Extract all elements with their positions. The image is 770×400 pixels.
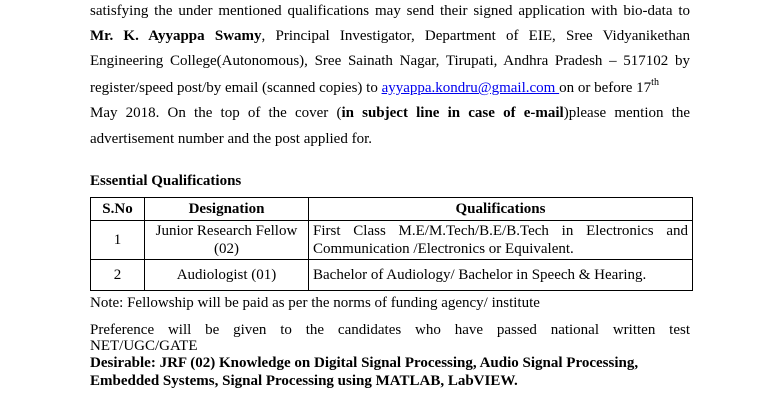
preference-line-2: NET/UGC/GATE <box>90 338 198 354</box>
superscript-th: th <box>651 77 659 88</box>
paragraph-line-2 <box>90 27 690 45</box>
text-l5-pre: May 2018. On the top of the cover ( <box>90 105 342 121</box>
cell-designation: Audiologist (01) <box>145 260 309 291</box>
qualifications-table <box>90 197 693 291</box>
section-title: Essential Qualifications <box>90 173 242 189</box>
header-qualifications: Qualifications <box>309 198 693 221</box>
desirable-line-1: Desirable: JRF (02) Knowledge on Digital Signal Processing, Audio Signal Processing, <box>90 355 639 371</box>
paragraph-line-1 <box>90 2 690 20</box>
cell-sno: 2 <box>91 260 145 291</box>
table-row <box>91 260 693 291</box>
subject-line-note: in subject line in case of e-mail <box>341 105 564 121</box>
cell-qualifications: First Class M.E/M.Tech/B.E/B.Tech in Electronics and Communication /Electronics or Equivalent. <box>309 221 693 260</box>
text-l6: advertisement number and the post applied for. <box>90 131 373 147</box>
text-preference-1: Preference will be given to the candidates who have passed national written test <box>90 322 690 338</box>
email-link[interactable]: ayyappa.kondru@gmail.com <box>381 80 560 96</box>
header-sno: S.No <box>91 198 145 221</box>
paragraph-line-3 <box>90 52 690 70</box>
cell-sno: 1 <box>91 221 145 260</box>
text-l5-post: )please mention the <box>563 105 690 121</box>
table-row <box>91 221 693 260</box>
text-l4-post: on or before 17 <box>559 80 652 96</box>
desirable-line-2: Embedded Systems, Signal Processing using MATLAB, LabVIEW. <box>90 373 518 389</box>
paragraph-line-4 <box>90 79 690 97</box>
fellowship-note: Note: Fellowship will be paid as per the norms of funding agency/ institute <box>90 295 540 311</box>
text-l3: Engineering College(Autonomous), Sree Sainath Nagar, Tirupati, Andhra Pradesh – 517102 by <box>90 53 690 69</box>
cell-designation: Junior Research Fellow (02) <box>145 221 309 260</box>
investigator-name: Mr. K. Ayyappa Swamy <box>90 28 262 44</box>
text-l4-pre: register/speed post/by email (scanned copies) to <box>90 80 382 96</box>
header-designation: Designation <box>145 198 309 221</box>
paragraph-line-6 <box>90 130 690 148</box>
text-l1: satisfying the under mentioned qualifications may send their signed application with bio-data to <box>90 3 690 19</box>
table-header-row <box>91 198 693 221</box>
paragraph-line-5 <box>90 104 690 122</box>
text-l2: , Principal Investigator, Department of EIE, Sree Vidyanikethan <box>261 28 691 44</box>
cell-qualifications: Bachelor of Audiology/ Bachelor in Speech & Hearing. <box>309 260 693 291</box>
